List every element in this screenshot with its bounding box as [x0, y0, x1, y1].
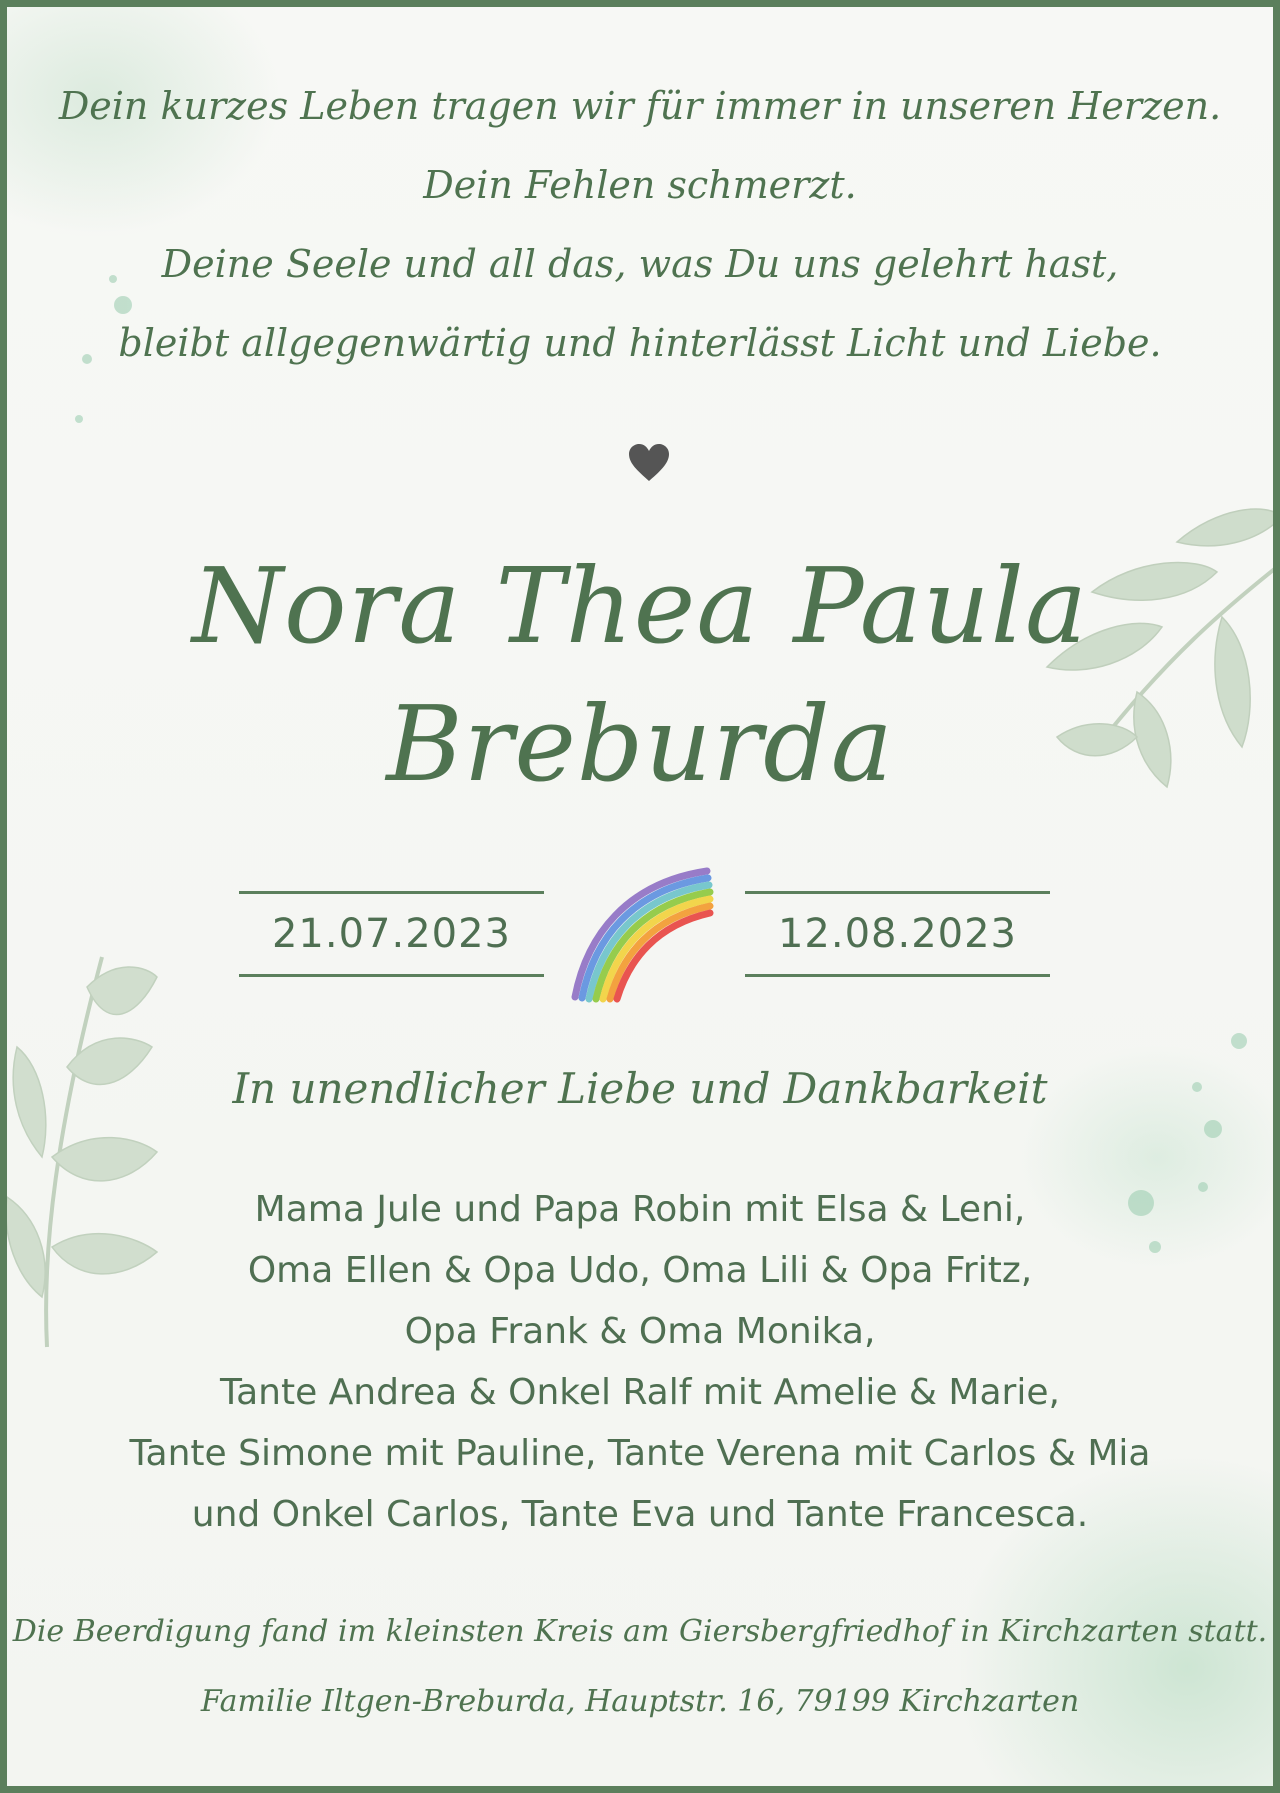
family-line: Mama Jule und Papa Robin mit Elsa & Leni, — [254, 1189, 1026, 1230]
death-date: 12.08.2023 — [745, 891, 1050, 977]
poem-line: Dein kurzes Leben tragen wir für immer in unseren Herzen. — [58, 84, 1222, 128]
name-line-surname: Breburda — [386, 683, 894, 805]
poem-line: Deine Seele und all das, was Du uns gelehrt hast, — [161, 242, 1119, 286]
family-line: und Onkel Carlos, Tante Eva und Tante Francesca. — [191, 1494, 1089, 1535]
funeral-note: Die Beerdigung fand im kleinsten Kreis am Giersbergfriedhof in Kirchzarten statt. — [12, 1614, 1268, 1649]
family-line: Opa Frank & Oma Monika, — [404, 1311, 876, 1352]
poem-line: Dein Fehlen schmerzt. — [423, 163, 857, 207]
family-line: Oma Ellen & Opa Udo, Oma Lili & Opa Fritz, — [247, 1250, 1033, 1291]
name-line-first: Nora Thea Paula — [192, 545, 1088, 667]
poem-line: bleibt allgegenwärtig und hinterlässt Licht und Liebe. — [118, 321, 1162, 365]
family-line: Tante Andrea & Onkel Ralf mit Amelie & Marie, — [220, 1372, 1060, 1413]
deceased-name — [7, 537, 1273, 813]
family-list — [7, 1179, 1273, 1545]
birth-date: 21.07.2023 — [239, 891, 544, 977]
memorial-poem — [7, 67, 1273, 383]
rainbow-icon — [567, 865, 717, 1005]
family-line: Tante Simone mit Pauline, Tante Verena mit Carlos & Mia — [129, 1433, 1151, 1474]
family-address: Familie Iltgen-Breburda, Hauptstr. 16, 79199 Kirchzarten — [200, 1684, 1080, 1719]
dedication-line: In unendlicher Liebe und Dankbarkeit — [232, 1064, 1048, 1113]
heart-icon — [627, 443, 671, 483]
